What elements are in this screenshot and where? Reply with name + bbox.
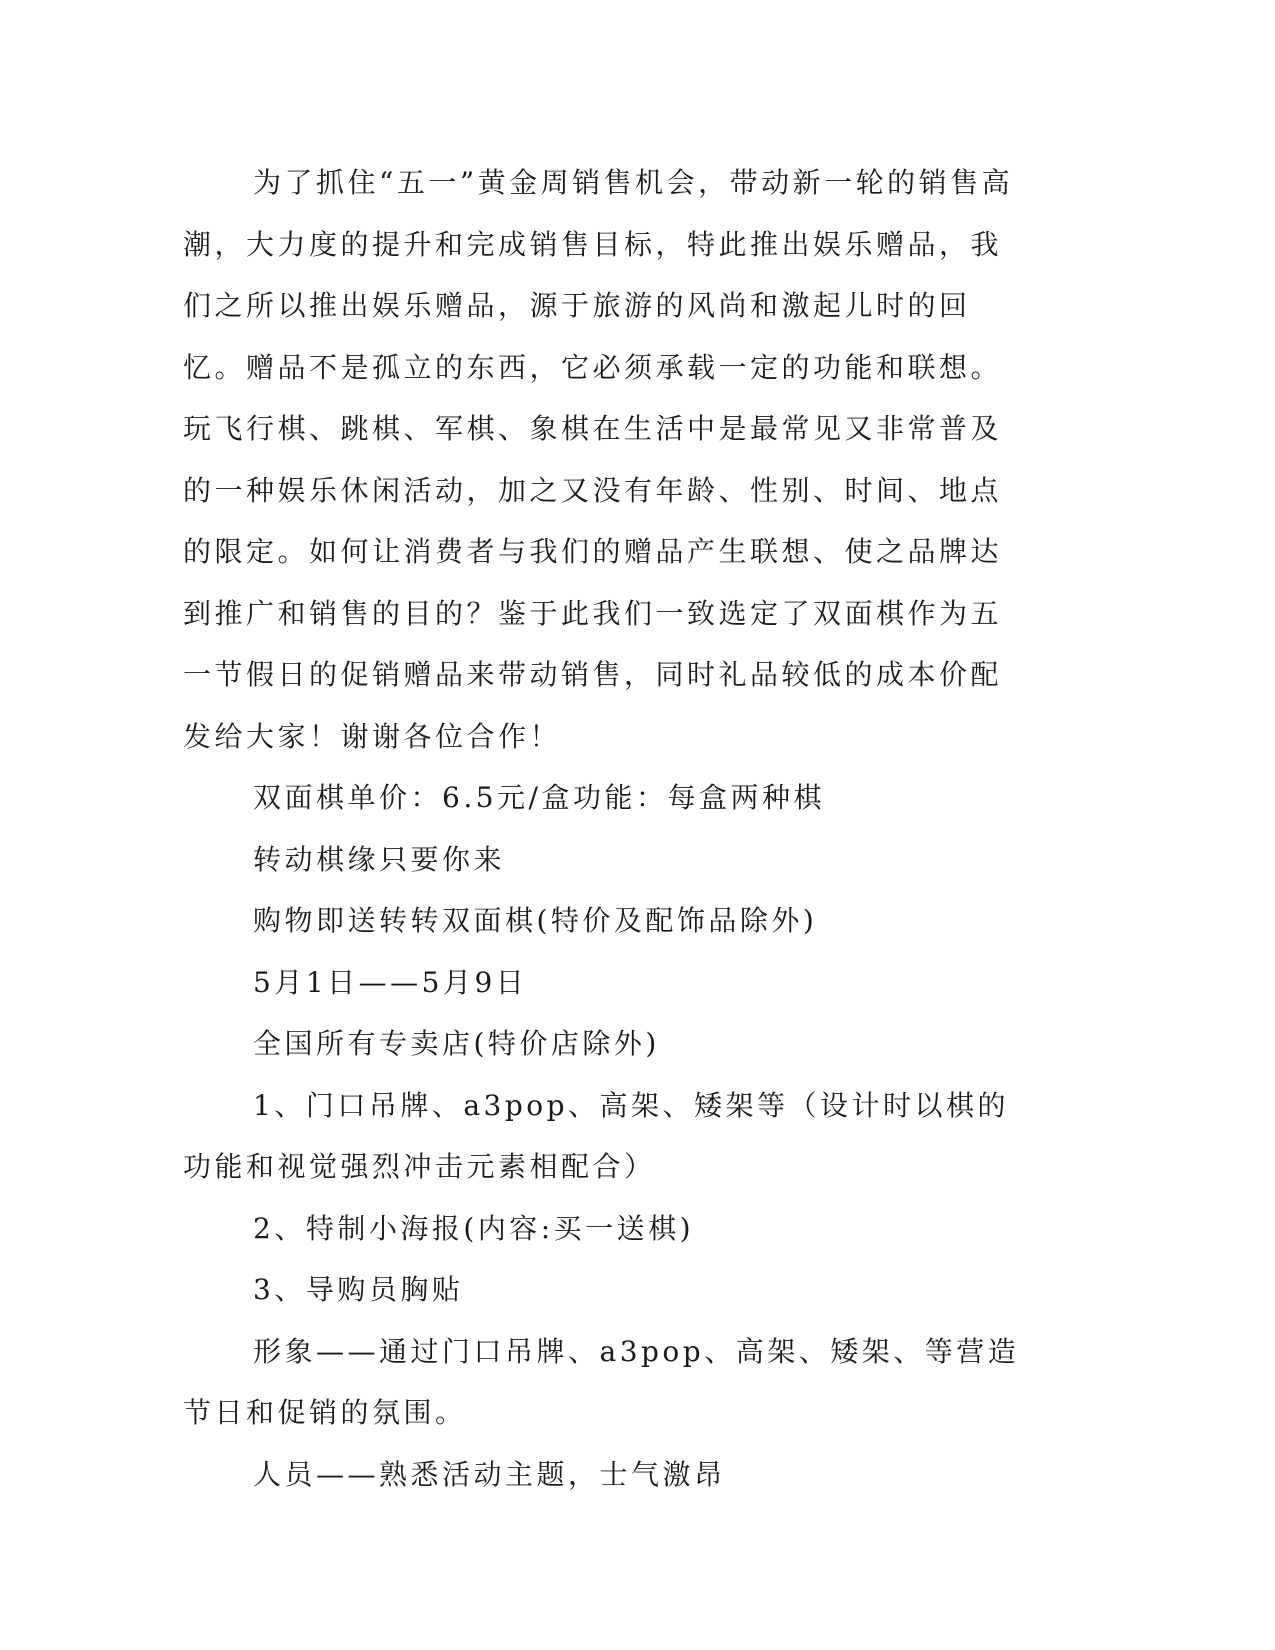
paragraph-stores: 全国所有专卖店(特价店除外) [253,1027,660,1060]
paragraph-offer: 购物即送转转双面棋(特价及配饰品除外) [253,904,818,937]
document-body [183,152,1033,1505]
paragraph-price: 双面棋单价：6.5元/盒功能：每盒两种棋 [253,781,825,814]
paragraph-item-3: 3、导购员胸贴 [253,1273,464,1306]
paragraph-image: 形象——通过门口吊牌、a3pop、高架、矮架、等营造节日和促销的氛围。 [183,1334,1020,1429]
paragraph-staff: 人员——熟悉活动主题，士气激昂 [253,1457,726,1491]
paragraph-intro: 为了抓住“五一”黄金周销售机会，带动新一轮的销售高潮，大力度的提升和完成销售目标，特此推出娱乐赠品，我们之所以推出娱乐赠品，源于旅游的风尚和激起儿时的回忆。赠品不是孤立的东西，它必须承载一定的功能和联想。玩飞行棋、跳棋、军棋、象棋在生活中是最常见又非常普及的一种娱乐休闲活动，加之又没有年龄、性别、时间、地点的限定。如何让消费者与我们的赠品产生联想、使之品牌达到推广和销售的目的？鉴于此我们一致选定了双面棋作为五一节假日的促销赠品来带动销售，同时礼品较低的成本价配发给大家！谢谢各位合作！ [183,166,1014,753]
paragraph-slogan: 转动棋缘只要你来 [253,842,506,876]
paragraph-item-2: 2、特制小海报(内容:买一送棋) [253,1211,695,1245]
paragraph-item-1: 1、门口吊牌、a3pop、高架、矮架等（设计时以棋的功能和视觉强烈冲击元素相配合） [183,1088,1010,1183]
paragraph-dates: 5月1日——5月9日 [253,965,528,999]
